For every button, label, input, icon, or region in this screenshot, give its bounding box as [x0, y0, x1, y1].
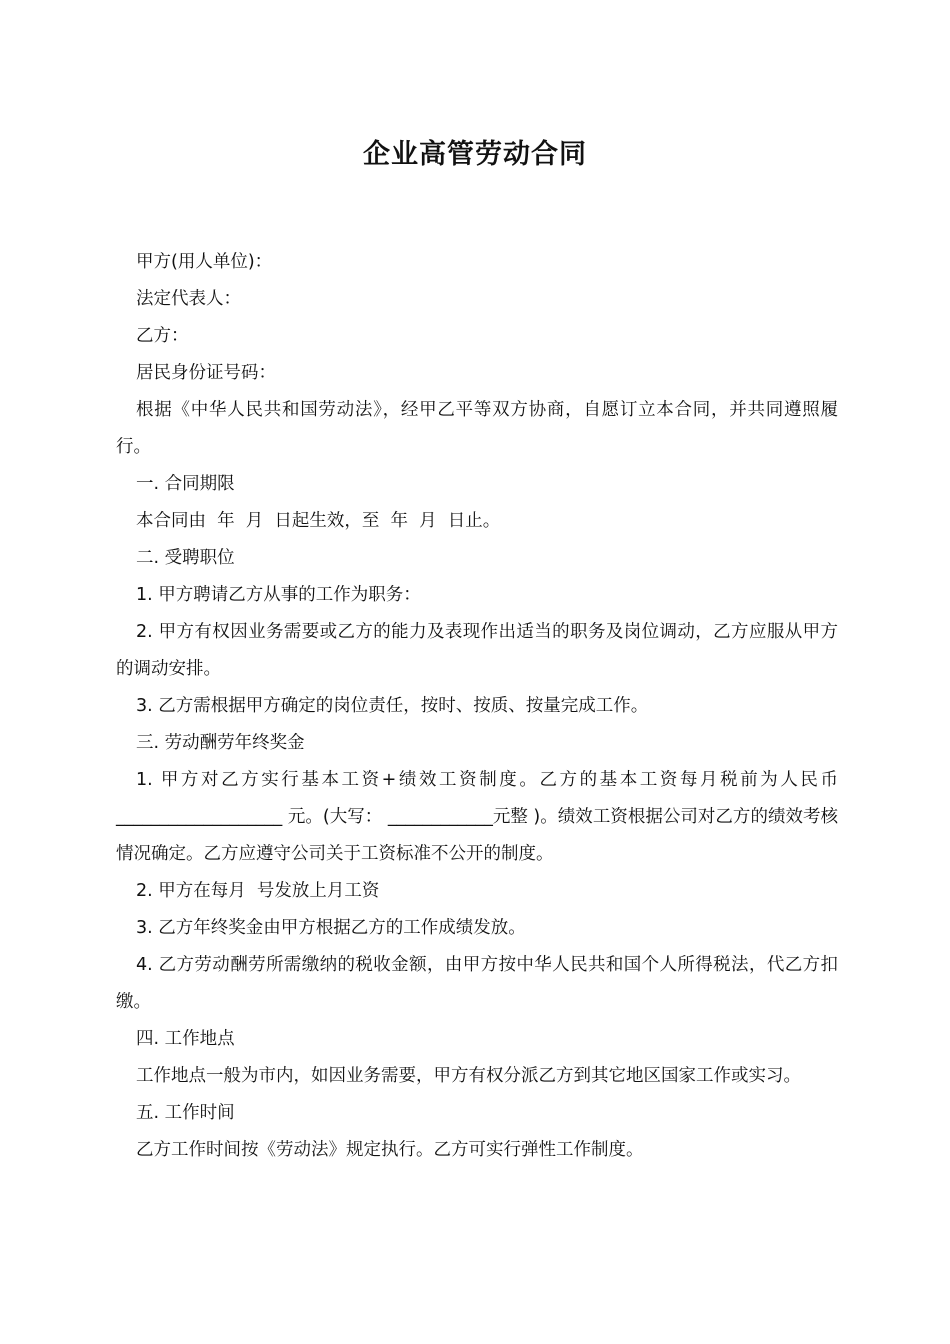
position-clause-1: 1. 甲方聘请乙方从事的工作为职务： — [136, 585, 421, 605]
compensation-clause-1: 1. 甲方对乙方实行基本工资+绩效工资制度。乙方的基本工资每月税前为人民币 ___________________ 元。(大写： ____________元整 )。绩效工资根据公司对乙方的绩效考核情况确定。乙方应遵守公司关于工资标准不公开的制度。 — [116, 770, 844, 864]
section-heading-term: 一. 合同期限 — [136, 474, 235, 494]
section-heading-position: 二. 受聘职位 — [136, 548, 235, 568]
compensation-clause-2: 2. 甲方在每月 号发放上月工资 — [136, 881, 380, 901]
section-heading-compensation: 三. 劳动酬劳年终奖金 — [136, 733, 305, 753]
position-clause-3: 3. 乙方需根据甲方确定的岗位责任，按时、按质、按量完成工作。 — [136, 696, 649, 716]
id-number-line: 居民身份证号码： — [136, 363, 276, 383]
compensation-clause-4: 4. 乙方劳动酬劳所需缴纳的税收金额，由甲方按中华人民共和国个人所得税法，代乙方扣缴。 — [116, 955, 838, 1012]
document-body — [116, 244, 844, 1169]
document-title: 企业高管劳动合同 — [363, 139, 587, 170]
term-paragraph: 本合同由 年 月 日起生效，至 年 月 日止。 — [136, 511, 501, 531]
hours-paragraph: 乙方工作时间按《劳动法》规定执行。乙方可实行弹性工作制度。 — [136, 1140, 644, 1160]
preamble-paragraph: 根据《中华人民共和国劳动法》，经甲乙平等双方协商，自愿订立本合同，并共同遵照履行。 — [116, 400, 838, 457]
compensation-clause-3: 3. 乙方年终奖金由甲方根据乙方的工作成绩发放。 — [136, 918, 526, 938]
section-heading-location: 四. 工作地点 — [136, 1029, 235, 1049]
location-paragraph: 工作地点一般为市内，如因业务需要，甲方有权分派乙方到其它地区国家工作或实习。 — [136, 1066, 801, 1086]
party-b-line: 乙方： — [136, 326, 189, 346]
legal-representative-line: 法定代表人： — [136, 289, 241, 309]
section-heading-hours: 五. 工作时间 — [136, 1103, 235, 1123]
party-a-line: 甲方(用人单位)： — [136, 252, 273, 272]
position-clause-2: 2. 甲方有权因业务需要或乙方的能力及表现作出适当的职务及岗位调动，乙方应服从甲方的调动安排。 — [116, 622, 838, 679]
